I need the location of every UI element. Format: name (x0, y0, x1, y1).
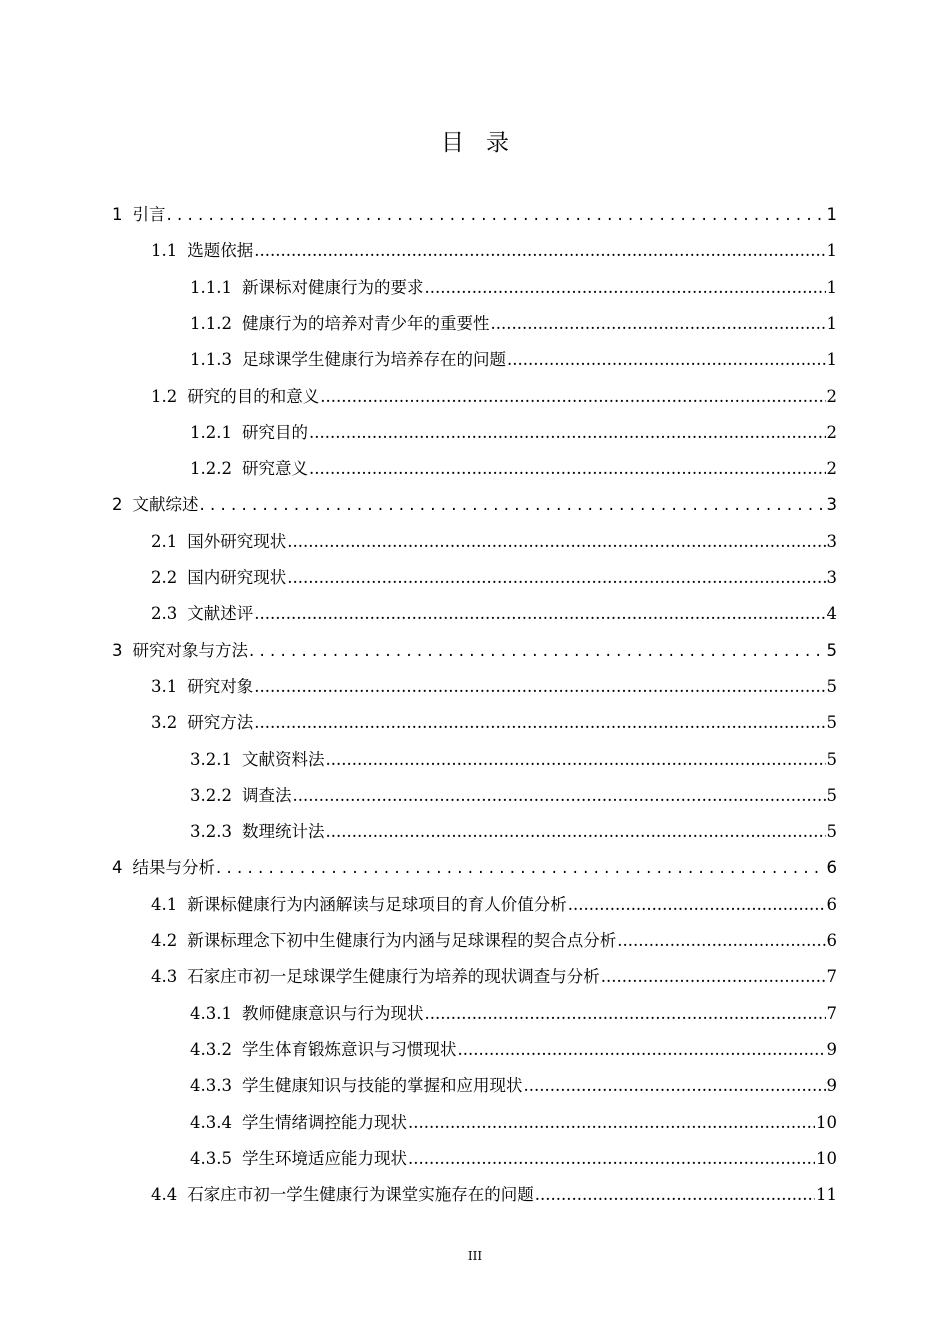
dot-leader (309, 451, 826, 487)
toc-entry-number: 1.2 (151, 386, 178, 406)
toc-entry[interactable] (190, 814, 837, 850)
dot-leader (601, 959, 826, 995)
toc-entry-number: 4 (112, 858, 123, 878)
toc-entry[interactable] (151, 233, 837, 269)
toc-entry[interactable] (190, 778, 837, 814)
toc-entry-number: 4.3.3 (190, 1076, 232, 1096)
toc-entry-label: 选题依据 (187, 241, 254, 261)
toc-entry[interactable] (151, 887, 837, 923)
toc-entry-number: 4.1 (151, 894, 178, 914)
toc-entry[interactable] (190, 1032, 837, 1068)
toc-entry-label: 足球课学生健康行为培养存在的问题 (241, 350, 506, 370)
toc-entry[interactable] (151, 596, 837, 632)
toc-entry-page: 3 (826, 495, 837, 515)
toc-entry-page: 9 (826, 1076, 837, 1096)
dot-leader (287, 524, 825, 560)
toc-entry-label: 研究对象 (187, 676, 254, 696)
toc-entry-page: 2 (826, 422, 837, 442)
dot-leader (325, 814, 825, 850)
toc-entry-page: 4 (826, 604, 837, 624)
dot-leader (325, 742, 825, 778)
toc-entry-label: 学生体育锻炼意识与习惯现状 (241, 1039, 457, 1059)
toc-entry-number: 4.3.5 (190, 1148, 232, 1168)
toc-entry-page: 5 (826, 822, 837, 842)
toc-entry-label: 国外研究现状 (187, 531, 287, 551)
toc-entry-number: 4.3 (151, 967, 178, 987)
toc-entry-page: 6 (826, 858, 837, 878)
toc-entry-label: 结果与分析 (132, 858, 215, 878)
toc-entry-label: 研究目的 (241, 422, 308, 442)
toc-entry-label: 学生健康知识与技能的掌握和应用现状 (241, 1076, 523, 1096)
toc-entry-label: 新课标健康行为内涵解读与足球项目的育人价值分析 (187, 894, 567, 914)
dot-leader (523, 1068, 825, 1104)
toc-entry[interactable] (151, 923, 837, 959)
toc-entry-label: 新课标对健康行为的要求 (241, 277, 424, 297)
dot-leader (424, 270, 825, 306)
toc-entry-page: 5 (826, 785, 837, 805)
toc-entry[interactable] (151, 524, 837, 560)
toc-entry[interactable] (190, 1141, 837, 1177)
dot-leader (617, 923, 825, 959)
toc-entry-page: 5 (826, 713, 837, 733)
page-number-footer: III (467, 1249, 483, 1263)
toc-entry[interactable] (151, 705, 837, 741)
toc-entry[interactable] (151, 560, 837, 596)
toc-entry-number: 1.1 (151, 241, 178, 261)
toc-entry-page: 3 (826, 531, 837, 551)
toc-entry-page: 1 (826, 205, 837, 224)
dot-leader (292, 778, 825, 814)
toc-entry-page: 1 (826, 241, 837, 261)
toc-entry-label: 石家庄市初一学生健康行为课堂实施存在的问题 (187, 1185, 534, 1205)
toc-entry-page: 1 (826, 277, 837, 297)
toc-entry-number: 3.2.1 (190, 749, 232, 769)
dot-leader (254, 596, 825, 632)
toc-entry-number: 1.2.2 (190, 459, 232, 479)
toc-entry-number: 1.1.1 (190, 277, 232, 297)
toc-entry-page: 5 (826, 640, 837, 660)
toc-entry-number: 1.1.2 (190, 313, 232, 333)
dot-leader (167, 197, 826, 233)
toc-entry-label: 文献综述 (132, 495, 199, 515)
toc-entry-number: 2.3 (151, 604, 178, 624)
dot-leader (216, 850, 826, 886)
toc-entry-page: 2 (826, 459, 837, 479)
toc-entry[interactable] (190, 306, 837, 342)
toc-entry[interactable] (190, 742, 837, 778)
toc-entry-number: 4.3.4 (190, 1112, 232, 1132)
dot-leader (200, 487, 826, 523)
toc-entry-page: 2 (826, 386, 837, 406)
toc-entry[interactable] (112, 633, 837, 669)
toc-entry[interactable] (112, 487, 837, 523)
dot-leader (490, 306, 825, 342)
toc-entry[interactable] (190, 415, 837, 451)
toc-entry-page: 10 (816, 1148, 837, 1168)
toc-entry-page: 5 (826, 676, 837, 696)
toc-entry-number: 4.3.2 (190, 1039, 232, 1059)
toc-entry[interactable] (190, 1068, 837, 1104)
toc-entry[interactable] (112, 850, 837, 886)
dot-leader (507, 342, 826, 378)
toc-entry-number: 1.1.3 (190, 350, 232, 370)
toc-entry[interactable] (151, 959, 837, 995)
toc-entry-label: 石家庄市初一足球课学生健康行为培养的现状调查与分析 (187, 967, 600, 987)
toc-entry-label: 研究对象与方法 (132, 640, 248, 660)
toc-entry-label: 国内研究现状 (187, 568, 287, 587)
toc-entry-number: 2.1 (151, 531, 178, 551)
toc-entry-page: 9 (826, 1039, 837, 1059)
dot-leader (408, 1141, 815, 1177)
dot-leader (309, 415, 826, 451)
toc-entry-number: 2.2 (151, 568, 178, 587)
toc-entry-number: 4.4 (151, 1185, 178, 1205)
toc-entry-page: 1 (826, 313, 837, 333)
toc-entry-number: 3.1 (151, 676, 178, 696)
dot-leader (424, 996, 825, 1032)
toc-entry-label: 文献资料法 (241, 749, 325, 769)
toc-entry[interactable] (190, 342, 837, 378)
toc-entry-label: 学生情绪调控能力现状 (241, 1112, 407, 1132)
toc-entry[interactable] (151, 1177, 837, 1213)
toc-entry-page: 6 (826, 894, 837, 914)
toc-entry-label: 研究的目的和意义 (187, 386, 320, 406)
dot-leader (287, 560, 825, 596)
toc-entry-number: 3.2.2 (190, 785, 232, 805)
toc-entry-label: 数理统计法 (241, 822, 325, 842)
toc-entry-number: 1 (112, 205, 123, 224)
dot-leader (320, 379, 825, 415)
dot-leader (254, 233, 825, 269)
dot-leader (408, 1105, 815, 1141)
toc-entry-label: 教师健康意识与行为现状 (241, 1003, 424, 1023)
toc-entry-number: 4.2 (151, 931, 178, 950)
toc-entry-number: 4.3.1 (190, 1003, 232, 1023)
toc-entry-label: 健康行为的培养对青少年的重要性 (241, 313, 490, 333)
toc-entry-number: 1.2.1 (190, 422, 232, 442)
dot-leader (535, 1177, 815, 1213)
toc-entry-page: 10 (816, 1112, 837, 1132)
toc-entry-page: 1 (826, 350, 837, 370)
toc-entry-page: 3 (826, 568, 837, 587)
toc-entry-label: 新课标理念下初中生健康行为内涵与足球课程的契合点分析 (187, 931, 617, 950)
toc-entry-label: 调查法 (241, 785, 292, 805)
toc-entry-page: 6 (826, 931, 837, 950)
toc-entry-label: 学生环境适应能力现状 (241, 1148, 407, 1168)
dot-leader (568, 887, 826, 923)
dot-leader (249, 633, 826, 669)
toc-entry[interactable] (190, 996, 837, 1032)
toc-entry-page: 5 (826, 749, 837, 769)
toc-entry[interactable] (190, 1105, 837, 1141)
toc-entry-label: 引言 (132, 205, 166, 224)
toc-entry-label: 研究方法 (187, 713, 254, 733)
toc-entry[interactable] (190, 270, 837, 306)
toc-entry-label: 研究意义 (241, 459, 308, 479)
dot-leader (254, 669, 825, 705)
toc-entry-number: 2 (112, 495, 123, 515)
toc-entry[interactable] (151, 379, 837, 415)
toc-entry-label: 文献述评 (187, 604, 254, 624)
toc-entry-number: 3 (112, 640, 123, 660)
toc-entry[interactable] (190, 451, 837, 487)
toc-entry-page: 7 (826, 1003, 837, 1023)
dot-leader (457, 1032, 825, 1068)
toc-entry-page: 7 (826, 967, 837, 987)
toc-entry[interactable] (112, 197, 837, 233)
toc-entry-number: 3.2 (151, 713, 178, 733)
dot-leader (254, 705, 825, 741)
toc-entry[interactable] (151, 669, 837, 705)
page-title: 目录 (441, 130, 531, 156)
toc-entry-page: 11 (816, 1185, 837, 1205)
toc-entry-number: 3.2.3 (190, 822, 232, 842)
